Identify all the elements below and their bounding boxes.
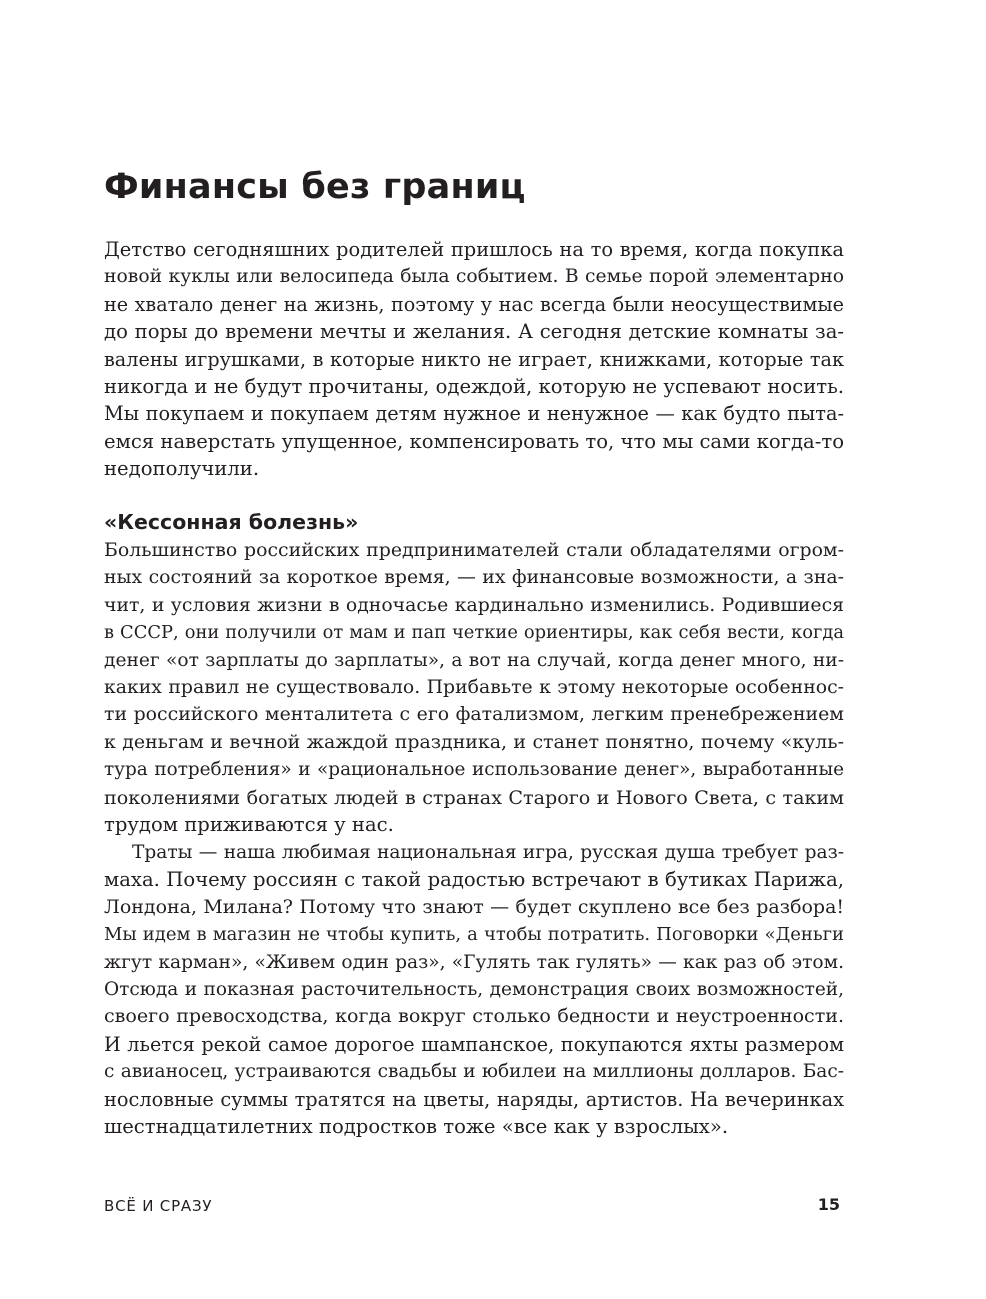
text-line: маха. Почему россиян с такой радостью встречают в бутиках Парижа,: [104, 868, 844, 892]
section-paragraph-2: [104, 839, 844, 1140]
text-line: Мы идем в магазин не чтобы купить, а чтобы потратить. Поговорки «Деньги: [104, 924, 844, 946]
text-line: денег «от зарплаты до зарплаты», а вот на случай, когда денег много, ни-: [104, 649, 844, 671]
text-line: с авианосец, устраиваются свадьбы и юбилеи на миллионы долларов. Бас-: [104, 1061, 844, 1083]
text-line: Мы покупаем и покупаем детям нужное и ненужное — как будто пыта-: [104, 402, 844, 426]
text-line: ных состояний за короткое время, — их финансовые возможности, а зна-: [104, 567, 844, 589]
page-number: 15: [817, 1195, 840, 1214]
text-line: емся наверстать упущенное, компенсировать то, что мы сами когда-то: [104, 429, 844, 453]
text-line: никогда и не будут прочитаны, одеждой, которую не успевают носить.: [104, 374, 844, 398]
text-line: к деньгам и вечной жаждой праздника, и станет понятно, почему «куль-: [104, 730, 844, 753]
text-line: каких правил не существовало. Прибавьте к этому некоторые особеннос-: [104, 676, 844, 698]
text-line: нословные суммы тратятся на цветы, наряды, артистов. На вечеринках: [104, 1087, 844, 1111]
text-line: недополучили.: [104, 457, 260, 481]
chapter-title: Финансы без границ: [104, 167, 526, 207]
text-line: новой куклы или велосипеда была событием. В семье порой элементарно: [104, 266, 844, 288]
text-line: ти российского менталитета с его фатализмом, легким пренебрежением: [104, 703, 844, 726]
text-line: Большинство российских предпринимателей стали обладателями огром-: [104, 539, 844, 561]
text-line: Лондона, Милана? Потому что знают — будет скуплено все без разбора!: [104, 895, 844, 918]
text-line: И льется рекой самое дорогое шампанское, покупаются яхты размером: [104, 1032, 844, 1056]
text-line: валены игрушками, в которые никто не играет, книжками, которые так: [104, 347, 844, 371]
text-line: не хватало денег на жизнь, поэтому у нас всегда были неосуществимые: [104, 292, 844, 316]
text-line: тура потребления» и «рациональное использование денег», выработанные: [104, 759, 844, 781]
text-line: в СССР, они получили от мам и пап четкие ориентиры, как себя вести, когда: [104, 622, 844, 644]
intro-paragraph: [104, 236, 844, 483]
text-line: жгут карман», «Живем один раз», «Гулять так гулять» — как раз об этом.: [104, 951, 844, 973]
section-paragraph-1: [104, 537, 844, 838]
text-line: своего превосходства, когда вокруг столько бедности и неустроенности.: [104, 1005, 844, 1028]
text-line: Траты — наша любимая национальная игра, русская душа требует раз-: [132, 842, 844, 863]
text-line: до поры до времени мечты и желания. А сегодня детские комнаты за-: [104, 320, 844, 344]
text-line: чит, и условия жизни в одночасье кардинально изменились. Родившиеся: [104, 594, 844, 616]
running-footer-title: ВСЁ И СРАЗУ: [104, 1197, 213, 1215]
text-line: Детство сегодняшних родителей пришлось на то время, когда покупка: [104, 238, 844, 261]
text-line: шестнадцатилетних подростков тоже «все как у взрослых».: [104, 1114, 729, 1138]
section-heading: «Кессонная болезнь»: [104, 510, 359, 534]
text-line: поколениями богатых людей в странах Старого и Нового Света, с таким: [104, 785, 844, 809]
text-line: трудом приживаются у нас.: [104, 812, 394, 836]
text-line: Отсюда и показная расточительность, демонстрация своих возможностей,: [104, 978, 844, 1000]
